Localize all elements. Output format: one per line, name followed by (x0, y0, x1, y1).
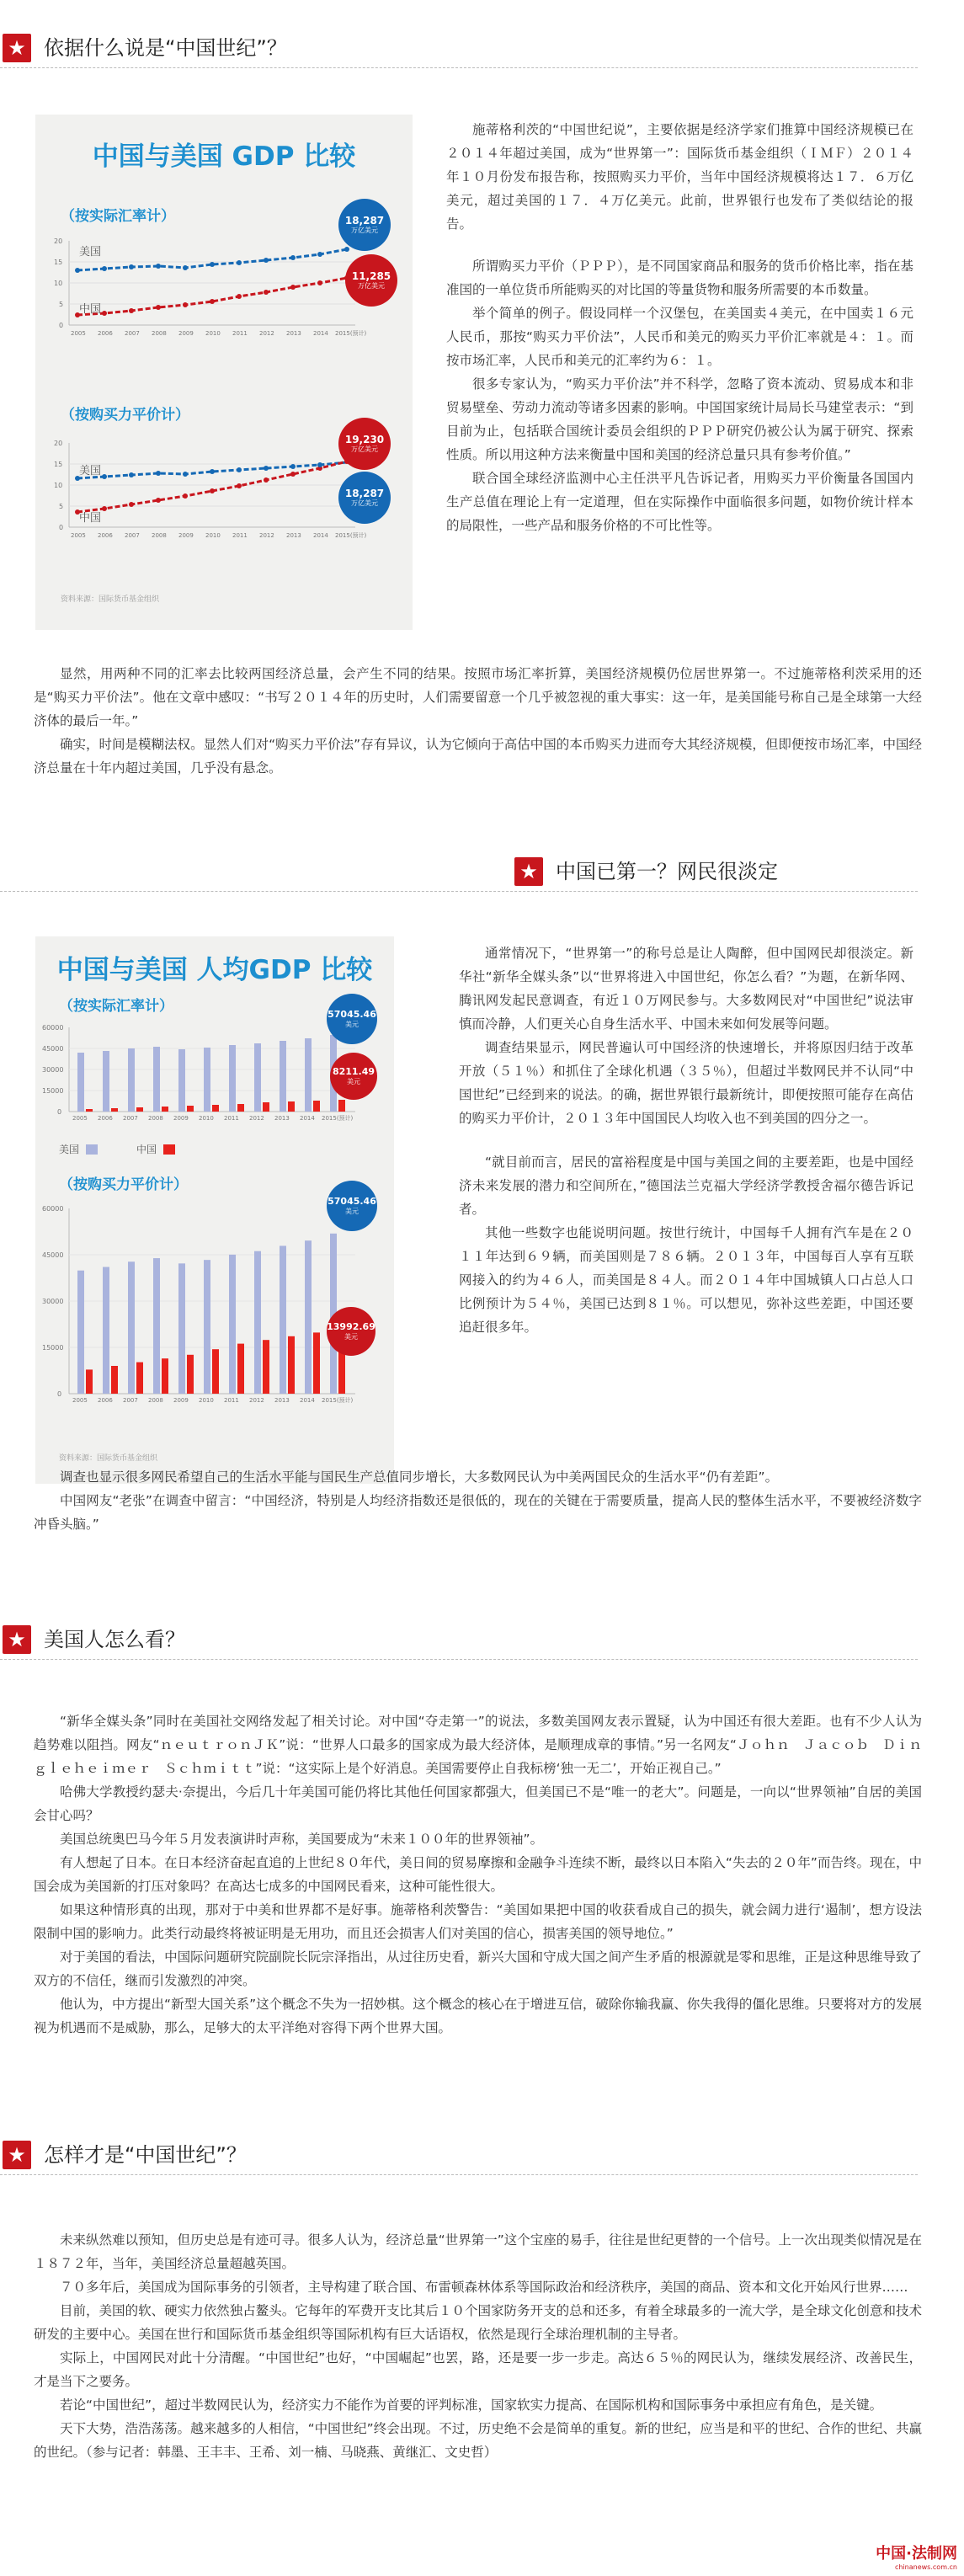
cn-series-label-2: 中国 (79, 512, 102, 525)
bar-cn (111, 1366, 118, 1394)
svg-text:0: 0 (57, 1390, 62, 1398)
svg-text:2005: 2005 (71, 330, 86, 337)
paragraph: 通常情况下，“世界第一”的称号总是让人陶醉，但中国网民却很淡定。新华社“新华全媒头条”以“世界将进入中国世纪，你怎么看？”为题，在新华网、腾讯网发起民意调查，有近１０万网民参与。大多数网民对“中国世纪”说法审慎而冷静，人们更关心自身生活水平、中国未来如何发展等问题。 (459, 946, 913, 1032)
paragraph: 调查也显示很多网民希望自己的生活水平能与国民生产总值同步增长，大多数网民认为中美两国民众的生活水平“仍有差距”。 (60, 1469, 779, 1485)
svg-text:60000: 60000 (42, 1205, 64, 1213)
svg-text:20: 20 (54, 237, 63, 245)
legend-cn-swatch (163, 1144, 175, 1155)
paragraph: 若论“中国世纪”，超过半数网民认为，经济实力不能作为首要的评判标准，国家软实力提高、在国际机构和国际事务中承担应有角色，是关键。 (60, 2397, 883, 2413)
svg-text:2015(预计): 2015(预计) (335, 532, 367, 539)
bubble-cn-exchange: 8211.49 美元 (330, 1053, 377, 1100)
bar-us (229, 1045, 236, 1112)
svg-text:2008: 2008 (152, 532, 167, 539)
bar-us (128, 1261, 135, 1394)
bubble-us-2015-exchange: 18,287 万亿美元 (338, 199, 391, 251)
star-icon: ★ (3, 34, 31, 62)
svg-text:2009: 2009 (173, 1115, 189, 1122)
svg-text:2007: 2007 (125, 532, 140, 539)
svg-text:2010: 2010 (205, 330, 221, 337)
section-2-right-text (459, 941, 913, 1339)
bar-cn (136, 1107, 143, 1112)
svg-text:2013: 2013 (274, 1397, 290, 1404)
watermark-name: 中国·法制网 (876, 2545, 957, 2563)
section-1-right-text (446, 118, 913, 537)
svg-text:2013: 2013 (274, 1115, 290, 1122)
bubble-us-ppp: 57045.46 美元 (327, 1181, 377, 1231)
panel-2-label: （按购买力平价计） (61, 407, 189, 424)
svg-text:2008: 2008 (148, 1115, 163, 1122)
svg-text:2006: 2006 (98, 1397, 113, 1404)
bar-cn (111, 1108, 118, 1112)
svg-text:0: 0 (59, 524, 64, 531)
paragraph: 有人想起了日本。在日本经济奋起直追的上世纪８０年代，美日间的贸易摩擦和金融争斗连续不断，最终以日本陷入“失去的２０年”而告终。现在，中国会成为美国新的打压对象吗？在高达七成多的中国网民看来，这种可能性很大。 (34, 1855, 922, 1894)
paragraph: ７０多年后，美国成为国际事务的引领者，主导构建了联合国、布雷顿森林体系等国际政治和经济秩序，美国的商品、资本和文化开始风行世界…… (60, 2280, 908, 2295)
paragraph: 天下大势，浩浩荡荡。越来越多的人相信，“中国世纪”终会出现。不过，历史绝不会是简单的重复。新的世纪，应当是和平的世纪、合作的世纪、共赢的世纪。（参与记者：韩墨、王丰丰、王希、刘一楠、马晓燕、黄继汇、文史哲） (34, 2421, 922, 2460)
paragraph: 未来纵然难以预知，但历史总是有迹可寻。很多人认为，经济总量“世界第一”这个宝座的易手，往往是世纪更替的一个信号。上一次出现类似情况是在１８７２年，当年，美国经济总量超越英国。 (34, 2232, 922, 2271)
svg-text:2014: 2014 (313, 330, 328, 337)
section-2-body (34, 1465, 922, 1536)
svg-text:15: 15 (54, 461, 63, 468)
svg-text:2006: 2006 (98, 532, 113, 539)
bar-cn (263, 1340, 269, 1394)
paragraph: 其他一些数字也能说明问题。按世行统计，中国每千人拥有汽车是在２０１１年达到６９辆，而美国则是７８６辆。２０１３年，中国每百人享有互联网接入的约为４６人，而美国是８４人。而２０１４年中国城镇人口占总人口比例预计为５４％，美国已达到８１％。可以想见，弥补这些差距，中国还要追赶很多年。 (459, 1225, 913, 1335)
bar-cn (288, 1101, 295, 1112)
panel-1-label: （按实际汇率计） (61, 208, 175, 225)
bar-cn (263, 1102, 269, 1112)
section-divider (0, 2174, 918, 2175)
svg-text:2009: 2009 (178, 532, 194, 539)
svg-text:15: 15 (54, 259, 63, 266)
svg-text:2013: 2013 (286, 330, 301, 337)
svg-text:30000: 30000 (42, 1298, 64, 1305)
bar-cn (162, 1358, 168, 1394)
bar-cn (338, 1100, 345, 1112)
bar-us (153, 1258, 160, 1394)
svg-text:2013: 2013 (286, 532, 301, 539)
bar-us (280, 1041, 286, 1112)
bar-cn (237, 1344, 244, 1394)
svg-text:2014: 2014 (313, 532, 328, 539)
svg-text:2005: 2005 (72, 1115, 88, 1122)
us-series-label: 美国 (79, 246, 102, 259)
bar-us (77, 1053, 84, 1112)
bar-us (254, 1251, 261, 1394)
paragraph: 举个简单的例子。假设同样一个汉堡包，在美国卖４美元，在中国卖１６元人民币，那按“购买力平价法”，人民币和美元的购买力平价汇率就是４：１。而按市场汇率，人民币和美元的汇率约为６：１。 (446, 306, 913, 368)
bar-us (178, 1049, 185, 1112)
svg-text:20: 20 (54, 440, 63, 447)
svg-text:2012: 2012 (259, 532, 274, 539)
svg-text:5: 5 (59, 301, 64, 308)
bar-cn (288, 1336, 295, 1394)
bubble-us-exchange: 57045.46 美元 (327, 994, 377, 1044)
bar-cn (86, 1109, 93, 1112)
paragraph: 显然，用两种不同的汇率去比较两国经济总量，会产生不同的结果。按照市场汇率折算，美国经济规模仍位居世界第一。不过施蒂格利茨采用的还是“购买力平价法”。他在文章中感叹：“书写２０１４年的历史时，人们需要留意一个几乎被忽视的重大事实：这一年，是美国能号称自己是全球第一大经济体的最后一年。” (34, 666, 922, 728)
legend-us: 美国 (59, 1142, 98, 1156)
paragraph: 如果这种情形真的出现，那对于中美和世界都不是好事。施蒂格利茨警告：“美国如果把中国的收获看成自己的损失，就会阔力进行‘遏制’，想方设法限制中国的影响力。此类行动最终将被证明是无用功，而且还会损害人们对美国的信心，损害美国的领导地位。” (34, 1902, 922, 1941)
svg-text:2005: 2005 (71, 532, 86, 539)
bar-us (305, 1240, 312, 1394)
chart-title: 中国与美国 GDP 比较 (92, 141, 356, 172)
paragraph: 所谓购买力平价（ＰＰＰ），是不同国家商品和服务的货币价格比率，指在基准国的一单位货币所能购买的对比国的等量货物和服务所需要的本币数量。 (446, 259, 913, 297)
paragraph: 联合国全球经济监测中心主任洪平凡告诉记者，用购买力平价衡量各国国内生产总值在理论上有一定道理，但在实际操作中面临很多问题，如物价统计样本的局限性，一些产品和服务价格的不可比性等。 (446, 471, 913, 533)
svg-text:2010: 2010 (199, 1397, 214, 1404)
svg-text:2015(预计): 2015(预计) (322, 1397, 354, 1404)
svg-text:2011: 2011 (224, 1397, 239, 1404)
bubble-us-2015-ppp: 18,287 万亿美元 (338, 472, 391, 524)
paragraph: 他认为，中方提出“新型大国关系”这个概念不失为一招妙棋。这个概念的核心在于增进互信，破除你输我赢、你失我得的僵化思维。只要将对方的发展视为机遇而不是威胁，那么，足够大的太平洋绝对容得下两个世界大国。 (34, 1997, 922, 2035)
section-2-header (0, 852, 964, 893)
paragraph: 调查结果显示，网民普遍认可中国经济的快速增长，并将原因归结于改革开放（５１％）和抓住了全球化机遇（３５％），但超过半数网民并不认同“中国世纪”已经到来的说法。的确，据世界银行最新统计，即便按照可能存在高估的购买力平价计，２０１３年中国国民人均收入也不到美国的四分之一。 (459, 1040, 913, 1126)
chart-source: 资料来源：国际货币基金组织 (61, 595, 160, 604)
svg-text:2014: 2014 (300, 1397, 315, 1404)
star-icon: ★ (3, 2141, 31, 2169)
star-icon: ★ (3, 1625, 31, 1654)
svg-text:2008: 2008 (152, 330, 167, 337)
chart-source: 资料来源：国际货币基金组织 (59, 1454, 158, 1463)
chart-title: 中国与美国 人均GDP 比较 (56, 955, 373, 985)
legend-cn: 中国 (136, 1142, 175, 1156)
svg-text:10: 10 (54, 482, 63, 489)
site-watermark (876, 2541, 957, 2571)
section-1-header (0, 29, 964, 69)
bar-us (254, 1043, 261, 1112)
section-2-title: 中国已第一？网民很淡定 (556, 860, 778, 883)
section-3-header (0, 1620, 964, 1661)
section-3-title: 美国人怎么看？ (44, 1628, 185, 1651)
svg-text:2007: 2007 (123, 1115, 138, 1122)
section-1-title: 依据什么说是“中国世纪”？ (44, 36, 287, 60)
svg-text:2012: 2012 (249, 1397, 264, 1404)
svg-text:2009: 2009 (173, 1397, 189, 1404)
bar-us (305, 1038, 312, 1112)
svg-text:10: 10 (54, 280, 63, 287)
bar-us (103, 1267, 109, 1394)
svg-text:2009: 2009 (178, 330, 194, 337)
svg-text:5: 5 (59, 503, 64, 510)
svg-text:15000: 15000 (42, 1344, 64, 1352)
svg-text:2006: 2006 (98, 1115, 113, 1122)
section-4-title: 怎样才是“中国世纪”？ (44, 2143, 247, 2167)
paragraph: 美国总统奥巴马今年５月发表演讲时声称，美国要成为“未来１００年的世界领袖”。 (60, 1832, 544, 1847)
bar-cn (313, 1332, 320, 1394)
bar-cn (313, 1101, 320, 1112)
svg-text:2007: 2007 (125, 330, 140, 337)
section-4-header (0, 2136, 964, 2176)
svg-text:2011: 2011 (232, 330, 248, 337)
svg-text:0: 0 (59, 322, 64, 329)
paragraph: “新华全媒头条”同时在美国社交网络发起了相关讨论。对中国“夺走第一”的说法，多数美国网友表示置疑，认为中国还有很大差距。也有不少人认为趋势难以阻挡。网友“ｎｅｕｔｒｏｎＪＫ”说：“世界人口最多的国家成为最大经济体，是顺理成章的事情。”另一名网友“Ｊｏｈｎ Ｊａｃｏｂ Ｄｉｎｇｌｅｈｅｉｍｅｒ Ｓｃｈｍｉｔｔ”说：“这实际上是个好消息。美国需要停止自我标榜‘独一无二’，开始正视自己。” (34, 1714, 922, 1776)
bar-us (229, 1255, 236, 1394)
bar-us (77, 1271, 84, 1394)
bubble-cn-2015-ppp: 19,230 万亿美元 (338, 418, 391, 470)
bar-us (103, 1051, 109, 1112)
paragraph: 实际上，中国网民对此十分清醒。“中国世纪”也好，“中国崛起”也罢，路，还是要一步一步走。高达６５％的网民认为，继续发展经济、改善民生，才是当下之要务。 (34, 2350, 922, 2389)
panel-2-label: （按购买力平价计） (59, 1176, 188, 1193)
bar-cn (212, 1349, 219, 1394)
paragraph: 很多专家认为，“购买力平价法”并不科学，忽略了资本流动、贸易成本和非贸易壁垒、劳动力流动等诸多因素的影响。中国国家统计局局长马建堂表示：“到目前为止，包括联合国统计委员会组织的ＰＰＰ研究仍被公认为属于研究、探索性质。所以用这种方法来衡量中国和美国的经济总量只具有参考价值。” (446, 376, 913, 462)
bar-cn (187, 1355, 194, 1394)
paragraph: 确实，时间是模糊法权。显然人们对“购买力平价法”存有异议，认为它倾向于高估中国的本币购买力进而夸大其经济规模，但即便按市场汇率，中国经济总量在十年内超过美国，几乎没有悬念。 (34, 737, 922, 776)
svg-text:2011: 2011 (232, 532, 248, 539)
bar-us (280, 1245, 286, 1394)
bar-cn (162, 1107, 168, 1112)
paragraph: 哈佛大学教授约瑟夫·奈提出，今后几十年美国可能仍将比其他任何国家都强大，但美国已不是“唯一的老大”。问题是，一向以“世界领袖”自居的美国会甘心吗？ (34, 1784, 922, 1823)
svg-text:2007: 2007 (123, 1397, 138, 1404)
section-3-body (34, 1709, 922, 2040)
bar-us (178, 1263, 185, 1394)
svg-text:2011: 2011 (224, 1115, 239, 1122)
svg-text:2012: 2012 (259, 330, 274, 337)
svg-text:2008: 2008 (148, 1397, 163, 1404)
panel-1-label: （按实际汇率计） (59, 998, 173, 1015)
bar-us (204, 1048, 210, 1112)
bar-us (128, 1048, 135, 1112)
us-series-label-2: 美国 (79, 465, 102, 477)
svg-text:2010: 2010 (205, 532, 221, 539)
svg-text:2005: 2005 (72, 1397, 88, 1404)
paragraph: 对于美国的看法，中国际问题研究院副院长阮宗泽指出，从过往历史看，新兴大国和守成大国之间产生矛盾的根源就是零和思维，正是这种思维导致了双方的不信任，继而引发激烈的冲突。 (34, 1949, 922, 1988)
bubble-cn-ppp: 13992.69 美元 (327, 1307, 375, 1356)
svg-text:2014: 2014 (300, 1115, 315, 1122)
section-1-body (34, 662, 922, 780)
svg-text:45000: 45000 (42, 1251, 64, 1259)
svg-text:2015(预计): 2015(预计) (322, 1115, 354, 1122)
bubble-cn-2015-exchange: 11,285 万亿美元 (345, 254, 397, 307)
paragraph: “就目前而言，居民的富裕程度是中国与美国之间的主要差距，也是中国经济未来发展的潜力和空间所在，”德国法兰克福大学经济学教授舍福尔德告诉记者。 (459, 1155, 913, 1217)
gdp-chart-graphics (35, 115, 413, 630)
svg-text:2010: 2010 (199, 1115, 214, 1122)
section-divider (0, 67, 918, 68)
bar-cn (136, 1363, 143, 1394)
svg-text:60000: 60000 (42, 1024, 64, 1032)
bar-us (153, 1047, 160, 1112)
section-divider (0, 891, 918, 892)
svg-text:30000: 30000 (42, 1066, 64, 1074)
cn-series-label: 中国 (79, 303, 102, 316)
bar-cn (212, 1105, 219, 1112)
bar-cn (187, 1106, 194, 1112)
bar-cn (237, 1104, 244, 1112)
svg-text:2006: 2006 (98, 330, 113, 337)
svg-text:2015(预计): 2015(预计) (335, 330, 367, 337)
gdp-comparison-chart (35, 115, 413, 630)
svg-text:45000: 45000 (42, 1045, 64, 1053)
paragraph: 施蒂格利茨的“中国世纪说”，主要依据是经济学家们推算中国经济规模已在２０１４年超过美国，成为“世界第一”：国际货币基金组织（ＩＭＦ）２０１４年１０月份发布报告称，按照购买力平价，当年中国经济规模将达１７．６万亿美元，超过美国的１７．４万亿美元。此前，世界银行也发布了类似结论的报告。 (446, 122, 913, 232)
legend-us-swatch (86, 1144, 98, 1155)
bar-us (204, 1260, 210, 1394)
star-icon: ★ (514, 857, 543, 886)
per-capita-gdp-chart (35, 936, 394, 1484)
section-4-body (34, 2228, 922, 2464)
svg-text:2012: 2012 (249, 1115, 264, 1122)
paragraph: 中国网友“老张”在调查中留言：“中国经济，特别是人均经济指数还是很低的，现在的关键在于需要质量，提高人民的整体生活水平，不要被经济数字冲昏头脑。” (34, 1493, 922, 1532)
svg-text:0: 0 (57, 1108, 62, 1116)
watermark-url: chinanews.com.cn (894, 2563, 957, 2571)
section-divider (0, 1659, 918, 1660)
bar-cn (86, 1369, 93, 1394)
paragraph: 目前，美国的软、硬实力依然独占鳌头。它每年的军费开支比其后１０个国家防务开支的总和还多，有着全球最多的一流大学，是全球文化创意和技术研发的主要中心。美国在世行和国际货币基金组织等国际机构有巨大话语权，依然是现行全球治理机制的主导者。 (34, 2303, 922, 2342)
svg-text:15000: 15000 (42, 1087, 64, 1095)
